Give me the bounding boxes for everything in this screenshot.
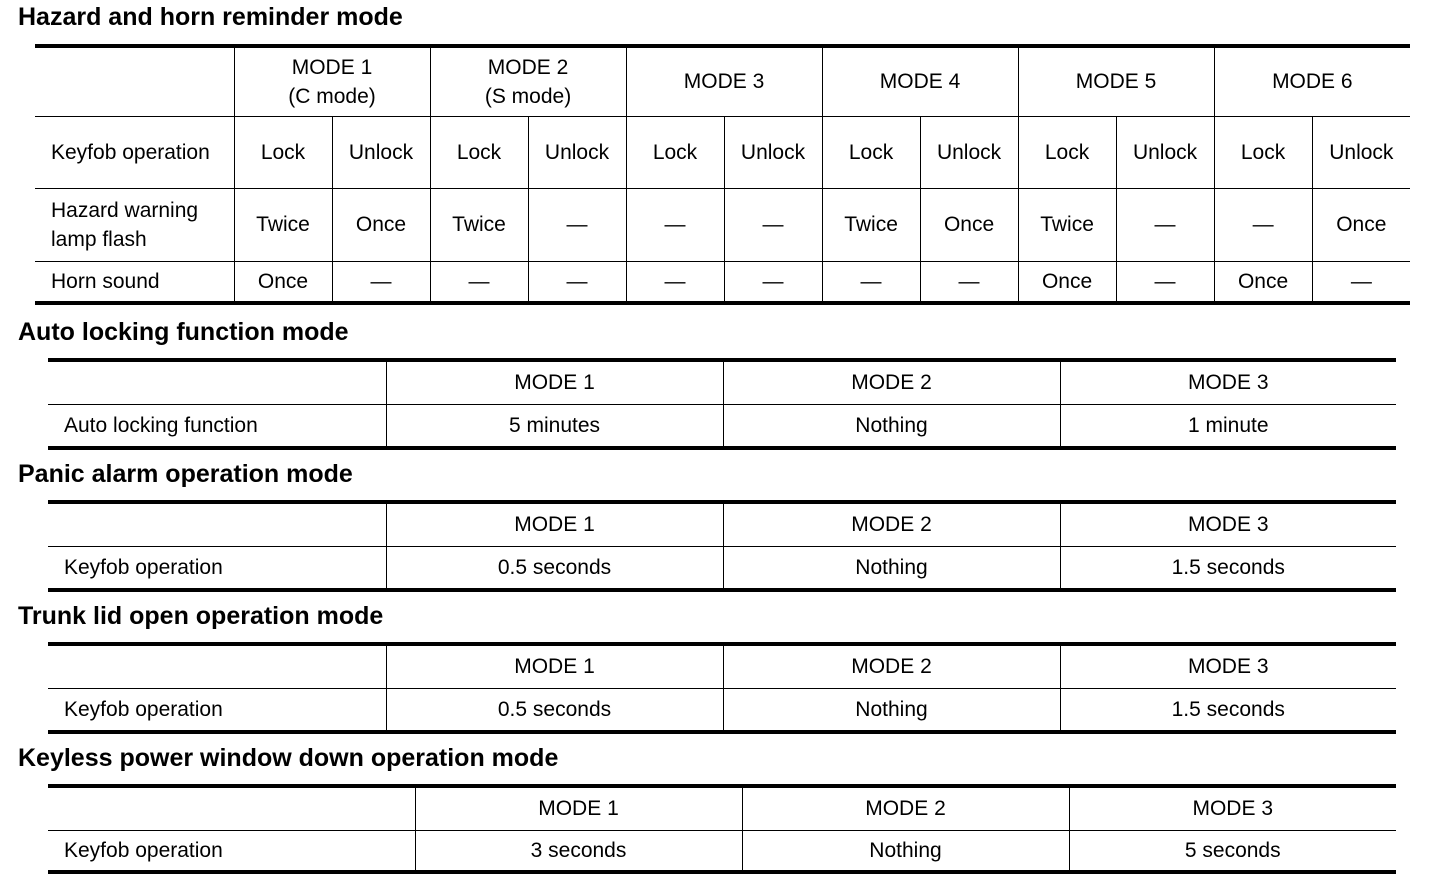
header-empty-cell: [48, 360, 386, 404]
row-label-keyfob-operation: Keyfob operation: [35, 116, 234, 188]
column-header-mode-5: MODE 5: [1018, 46, 1214, 116]
header-empty-cell: [48, 786, 415, 830]
table-cell: —: [626, 188, 724, 261]
table-cell: Twice: [822, 188, 920, 261]
table-row: [35, 116, 1410, 188]
table-cell: Lock: [822, 116, 920, 188]
trunk-lid-table: [48, 642, 1396, 734]
table-cell: Unlock: [1312, 116, 1410, 188]
table-cell: Lock: [626, 116, 724, 188]
table-cell: 1.5 seconds: [1060, 688, 1396, 732]
table-cell: Twice: [234, 188, 332, 261]
table-cell: —: [332, 261, 430, 303]
row-label-auto-locking-function: Auto locking function: [48, 404, 386, 448]
table-row: [48, 830, 1396, 872]
table-cell: Unlock: [528, 116, 626, 188]
table-cell: Lock: [234, 116, 332, 188]
hazard-horn-table: [35, 44, 1410, 305]
column-header-mode-2: MODE 2: [742, 786, 1069, 830]
table-cell: Lock: [430, 116, 528, 188]
table-cell: Once: [234, 261, 332, 303]
table-cell: —: [528, 261, 626, 303]
table-cell: 1.5 seconds: [1060, 546, 1396, 590]
column-header-mode-3: MODE 3: [1069, 786, 1396, 830]
row-label-keyfob-operation: Keyfob operation: [48, 830, 415, 872]
table-cell: —: [430, 261, 528, 303]
section-title-keyless-window: Keyless power window down operation mode: [18, 744, 559, 772]
table-cell: Twice: [1018, 188, 1116, 261]
table-cell: —: [822, 261, 920, 303]
column-header-mode-1: MODE 1 (C mode): [234, 46, 430, 116]
column-header-mode-1: MODE 1: [386, 502, 723, 546]
table-cell: Nothing: [723, 688, 1060, 732]
table-cell: Once: [920, 188, 1018, 261]
table-cell: 5 seconds: [1069, 830, 1396, 872]
table-header-row: [48, 502, 1396, 546]
table-cell: 1 minute: [1060, 404, 1396, 448]
table-cell: Once: [1312, 188, 1410, 261]
table-row: [48, 404, 1396, 448]
table-cell: —: [1116, 188, 1214, 261]
table-cell: —: [1312, 261, 1410, 303]
table-cell: Once: [1214, 261, 1312, 303]
table-cell: Twice: [430, 188, 528, 261]
table-cell: 0.5 seconds: [386, 688, 723, 732]
table-row: [35, 188, 1410, 261]
table-cell: —: [528, 188, 626, 261]
section-title-auto-locking: Auto locking function mode: [18, 318, 349, 346]
column-header-mode-6: MODE 6: [1214, 46, 1410, 116]
section-title-hazard-horn: Hazard and horn reminder mode: [18, 3, 403, 31]
column-header-mode-2: MODE 2: [723, 360, 1060, 404]
table-header-row: [35, 46, 1410, 116]
table-row: [35, 261, 1410, 303]
table-cell: Once: [332, 188, 430, 261]
table-cell: Nothing: [723, 404, 1060, 448]
row-label-horn-sound: Horn sound: [35, 261, 234, 303]
column-header-mode-1: MODE 1: [386, 360, 723, 404]
column-header-mode-2: MODE 2: [723, 502, 1060, 546]
table-cell: Unlock: [724, 116, 822, 188]
column-header-mode-3: MODE 3: [1060, 360, 1396, 404]
auto-locking-table: [48, 358, 1396, 450]
column-header-mode-3: MODE 3: [1060, 644, 1396, 688]
column-header-mode-3: MODE 3: [626, 46, 822, 116]
keyless-window-table: [48, 784, 1396, 874]
header-empty-cell: [48, 502, 386, 546]
section-title-trunk-lid: Trunk lid open operation mode: [18, 602, 384, 630]
table-cell: —: [724, 188, 822, 261]
section-title-panic-alarm: Panic alarm operation mode: [18, 460, 353, 488]
column-header-mode-2: MODE 2: [723, 644, 1060, 688]
table-cell: Nothing: [723, 546, 1060, 590]
row-label-hazard-warning-lamp-flash: Hazard warning lamp flash: [35, 188, 234, 261]
header-empty-cell: [35, 46, 234, 116]
table-cell: Unlock: [1116, 116, 1214, 188]
header-empty-cell: [48, 644, 386, 688]
column-header-mode-1: MODE 1: [415, 786, 742, 830]
column-header-mode-4: MODE 4: [822, 46, 1018, 116]
table-header-row: [48, 360, 1396, 404]
table-cell: Once: [1018, 261, 1116, 303]
table-row: [48, 688, 1396, 732]
table-header-row: [48, 644, 1396, 688]
column-header-mode-3: MODE 3: [1060, 502, 1396, 546]
table-cell: —: [920, 261, 1018, 303]
row-label-keyfob-operation: Keyfob operation: [48, 688, 386, 732]
row-label-keyfob-operation: Keyfob operation: [48, 546, 386, 590]
table-cell: —: [1214, 188, 1312, 261]
table-cell: Nothing: [742, 830, 1069, 872]
table-cell: —: [724, 261, 822, 303]
table-header-row: [48, 786, 1396, 830]
table-cell: —: [626, 261, 724, 303]
column-header-mode-2: MODE 2 (S mode): [430, 46, 626, 116]
table-row: [48, 546, 1396, 590]
table-cell: 3 seconds: [415, 830, 742, 872]
column-header-mode-1: MODE 1: [386, 644, 723, 688]
table-cell: Unlock: [920, 116, 1018, 188]
table-cell: Lock: [1214, 116, 1312, 188]
table-cell: Lock: [1018, 116, 1116, 188]
table-cell: Unlock: [332, 116, 430, 188]
table-cell: 0.5 seconds: [386, 546, 723, 590]
panic-alarm-table: [48, 500, 1396, 592]
table-cell: 5 minutes: [386, 404, 723, 448]
table-cell: —: [1116, 261, 1214, 303]
